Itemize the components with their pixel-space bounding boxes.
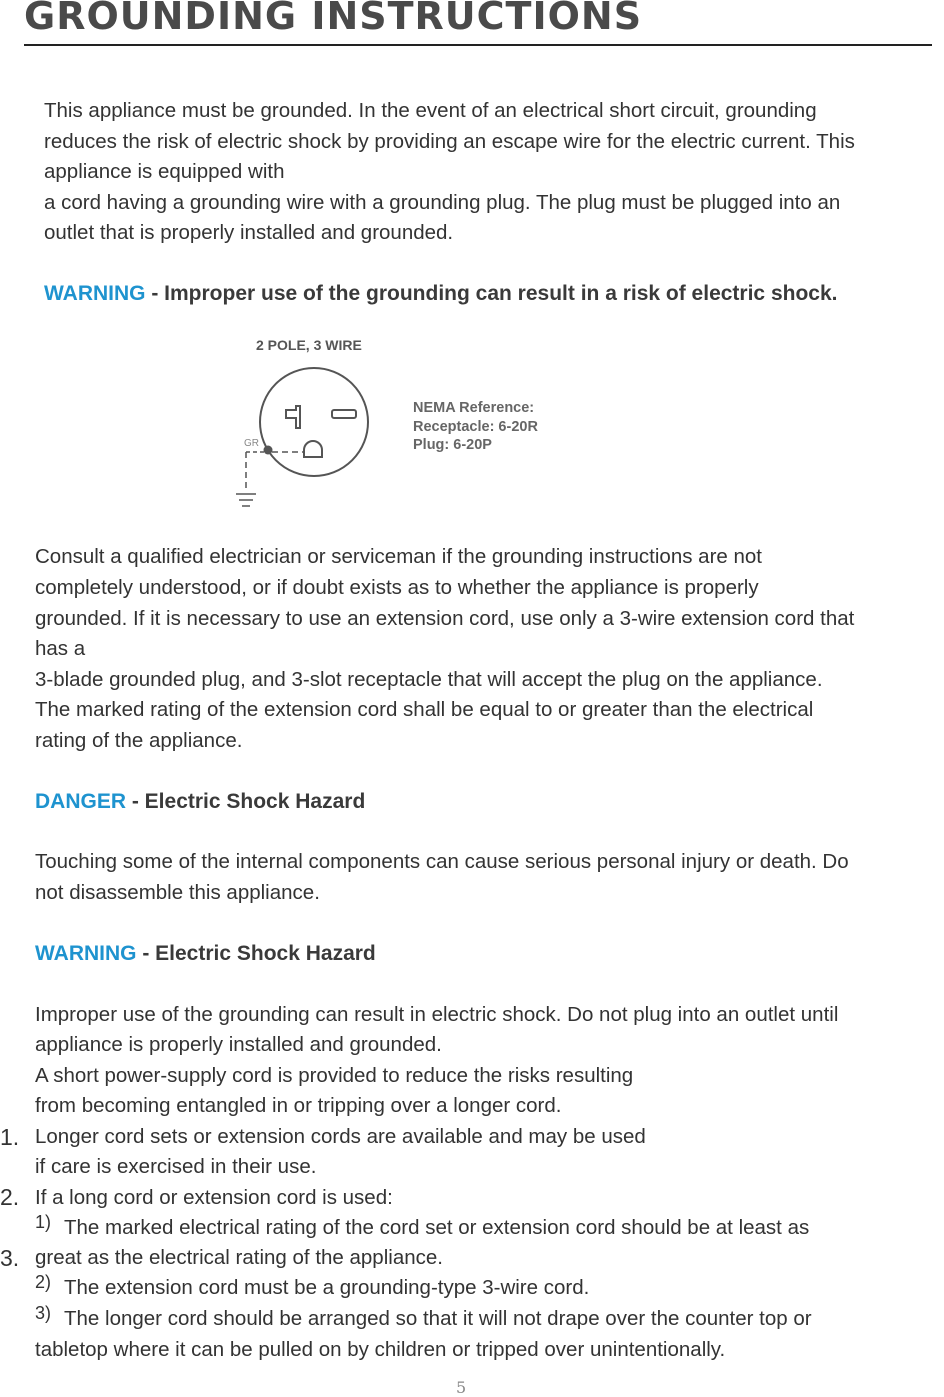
improper-line-6: if care is exercised in their use. bbox=[35, 1155, 317, 1178]
intro-line-1: This appliance must be grounded. In the event of an electrical short circuit, grounding bbox=[44, 99, 817, 122]
sub-marker-2: 2) bbox=[35, 1272, 52, 1292]
consult-line-3: grounded. If it is necessary to use an extension cord, use only a 3-wire extension cord that bbox=[35, 607, 855, 630]
danger-tag: DANGER bbox=[35, 790, 127, 813]
improper-line-2: appliance is properly installed and grounded. bbox=[35, 1033, 442, 1056]
danger-text: - Electric Shock Hazard bbox=[126, 790, 366, 813]
diagram-caption: 2 POLE, 3 WIRE bbox=[256, 337, 362, 353]
intro-line-3: appliance is equipped with bbox=[44, 160, 285, 183]
intro-line-2: reduces the risk of electric shock by providing an escape wire for the electric current. This bbox=[44, 130, 855, 153]
improper-line-10: The extension cord must be a grounding-type 3-wire cord. bbox=[64, 1276, 590, 1299]
warning-tag-2: WARNING bbox=[35, 942, 137, 965]
consult-line-7: rating of the appliance. bbox=[35, 729, 243, 752]
ground-slot bbox=[304, 441, 322, 457]
improper-line-11: The longer cord should be arranged so that it will not drape over the counter top or bbox=[64, 1307, 812, 1330]
ground-terminal bbox=[264, 446, 273, 455]
touching-line-1: Touching some of the internal components can cause serious personal injury or death. Do bbox=[35, 850, 849, 873]
page-number: 5 bbox=[456, 1378, 467, 1397]
improper-line-7: If a long cord or extension cord is used: bbox=[35, 1186, 393, 1209]
touching-line-2: not disassemble this appliance. bbox=[35, 881, 320, 904]
improper-line-12: tabletop where it can be pulled on by children or tripped over unintentionally. bbox=[35, 1338, 726, 1361]
consult-line-5: 3-blade grounded plug, and 3-slot receptacle that will accept the plug on the appliance. bbox=[35, 668, 823, 691]
consult-line-6: The marked rating of the extension cord shall be equal to or greater than the electrical bbox=[35, 698, 814, 721]
warning-heading-2 bbox=[35, 939, 376, 969]
nema-plug: Plug: 6-20P bbox=[413, 437, 492, 453]
consult-line-4: has a bbox=[35, 637, 86, 660]
warning-heading-1 bbox=[44, 279, 837, 309]
list-marker-1: 1. bbox=[0, 1124, 20, 1150]
t-slot bbox=[286, 406, 300, 428]
improper-line-4: from becoming entangled in or tripping over a longer cord. bbox=[35, 1094, 562, 1117]
list-marker-2: 2. bbox=[0, 1184, 20, 1210]
improper-line-3: A short power-supply cord is provided to reduce the risks resulting bbox=[35, 1064, 634, 1087]
intro-line-4: a cord having a grounding wire with a grounding plug. The plug must be plugged into an bbox=[44, 191, 841, 214]
intro-line-5: outlet that is properly installed and grounded. bbox=[44, 221, 454, 244]
warning-tag: WARNING bbox=[44, 282, 146, 305]
straight-slot bbox=[332, 410, 356, 418]
warning-text: - Improper use of the grounding can result in a risk of electric shock. bbox=[145, 282, 838, 305]
danger-heading bbox=[35, 787, 365, 817]
improper-line-8: The marked electrical rating of the cord set or extension cord should be at least as bbox=[64, 1216, 810, 1239]
consult-line-1: Consult a qualified electrician or serviceman if the grounding instructions are not bbox=[35, 545, 762, 568]
title-rule bbox=[24, 44, 932, 46]
improper-line-5: Longer cord sets or extension cords are available and may be used bbox=[35, 1125, 646, 1148]
nema-receptacle: Receptacle: 6-20R bbox=[413, 419, 538, 435]
page-title: GROUNDING INSTRUCTIONS bbox=[24, 0, 643, 38]
gr-label: GR bbox=[244, 438, 259, 449]
consult-line-2: completely understood, or if doubt exists as to whether the appliance is properly bbox=[35, 576, 759, 599]
improper-line-9: great as the electrical rating of the appliance. bbox=[35, 1246, 443, 1269]
list-marker-3: 3. bbox=[0, 1245, 20, 1271]
nema-title: NEMA Reference: bbox=[413, 400, 535, 416]
improper-line-1: Improper use of the grounding can result in electric shock. Do not plug into an outlet until bbox=[35, 1003, 839, 1026]
sub-marker-1: 1) bbox=[35, 1212, 52, 1232]
receptacle-outline bbox=[260, 368, 368, 476]
sub-marker-3: 3) bbox=[35, 1303, 52, 1323]
receptacle-diagram bbox=[228, 332, 408, 522]
warning-text-2: - Electric Shock Hazard bbox=[136, 942, 376, 965]
